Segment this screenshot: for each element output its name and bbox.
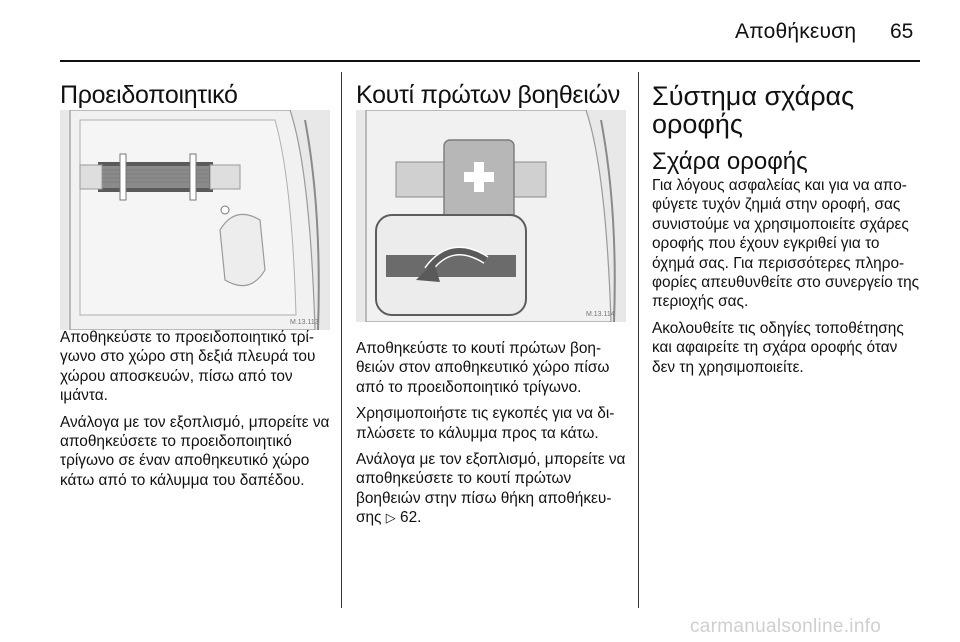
section-warning-triangle <box>60 62 330 489</box>
section-heading: Προειδοποιητικό <box>60 81 238 109</box>
section-heading <box>652 82 920 138</box>
section-first-aid-kit <box>356 62 626 527</box>
arrow-reference-icon: ▷ <box>385 510 396 526</box>
paragraph: Χρησιμοποιήστε τις εγκοπές για να δι-πλώσετε το κάλυμμα προς τα κάτω. <box>356 405 615 442</box>
page-header <box>0 0 960 62</box>
paragraph: Ανάλογα με τον εξοπλισμό, μπορείτε να αποθηκεύσετε το προειδοποιητικό τρίγωνο σε έναν αποθηκευτικό χώρο κάτω από το κάλυμμα του δαπέδου. <box>60 413 330 489</box>
paragraph-text: Ανάλογα με τον εξοπλισμό, μπορείτε να αποθηκεύσετε το κουτί πρώτων βοηθειών στην πίσω θήκη αποθήκευ-σης <box>356 451 626 527</box>
subsection-heading: Σχάρα οροφής <box>652 148 808 175</box>
paragraph: Ακολουθείτε τις οδηγίες τοποθέτησης και αφαιρείτε τη σχάρα οροφής όταν δεν τη χρησιμοποιείτε. <box>652 319 904 376</box>
page-reference[interactable]: 62. <box>400 509 422 527</box>
section-roof-rack-system <box>652 62 920 377</box>
paragraph <box>356 450 628 528</box>
paragraph: Για λόγους ασφαλείας και για να απο-φύγετε τυχόν ζημιά στην οροφή, σας συνιστούμε να χρησιμοποιείτε σχάρες οροφής που έχουν εγκριθεί για το όχημά σας. Για περισσότερες πληρο-φορίες απευθυνθείτε στο συνεργείο της περιοχής σας. <box>652 177 920 311</box>
paragraph: Αποθηκεύστε το κουτί πρώτων βοη-θειών στον αποθηκευτικό χώρο πίσω από το προειδοποιητικό τρίγωνο. <box>356 340 610 396</box>
column-divider-1 <box>341 72 342 608</box>
footer-watermark: carmanualsonline.info <box>690 616 882 637</box>
page-number: 65 <box>890 20 914 43</box>
heading-line: οροφής <box>652 109 743 139</box>
chapter-title: Αποθήκευση <box>735 20 857 43</box>
section-body <box>356 339 628 528</box>
section-body <box>652 176 920 377</box>
figure-code: M.13.113 <box>290 319 319 326</box>
section-body <box>60 328 332 490</box>
column-divider-2 <box>638 72 639 608</box>
section-heading: Κουτί πρώτων βοηθειών <box>356 81 620 109</box>
paragraph: Αποθηκεύστε το προειδοποιητικό τρί-γωνο στο χώρο στη δεξιά πλευρά του χώρου αποσκευών, πίσω από τον ιμάντα. <box>60 329 316 405</box>
first-aid-kit-illustration <box>356 110 626 322</box>
heading-line: Σύστημα σχάρας <box>652 81 855 111</box>
warning-triangle-illustration <box>60 110 330 330</box>
figure-code: M.13.114 <box>586 311 615 318</box>
